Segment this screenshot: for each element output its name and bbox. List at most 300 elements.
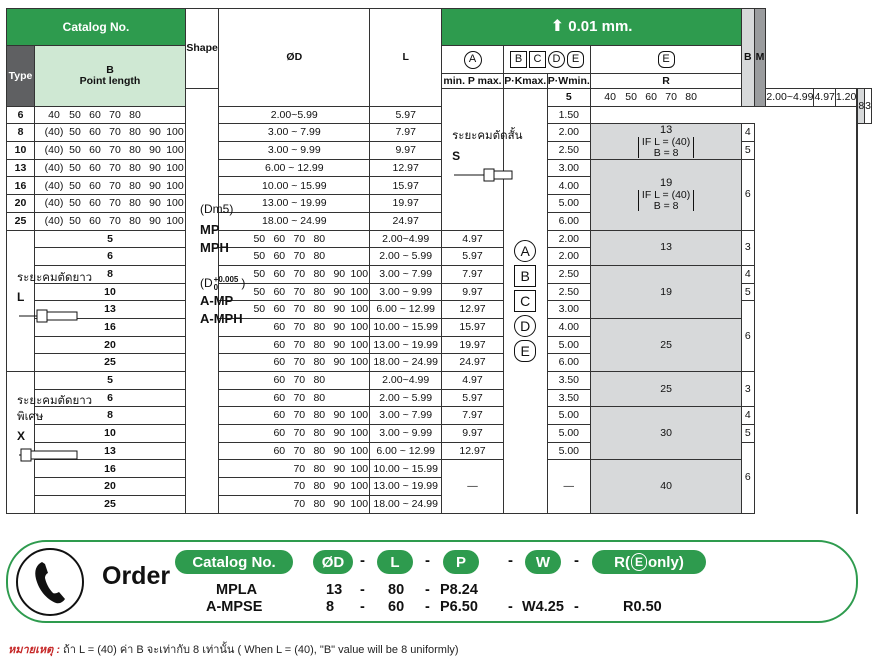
l-cell — [219, 354, 370, 372]
p-kmax-cell: 9.97 — [370, 142, 442, 160]
tool-tip-icon — [17, 309, 81, 323]
l-value: 90 — [149, 197, 161, 210]
ex2-dash3: - — [508, 599, 513, 615]
catalog-table — [6, 8, 872, 514]
l-value: 50 — [69, 144, 81, 157]
p-range-cell: 2.00 ~ 5.99 — [370, 248, 442, 266]
l-value: 80 — [313, 374, 326, 387]
l-value — [227, 340, 249, 351]
table-row — [7, 265, 872, 283]
b-note-eq: B = 8 — [653, 146, 679, 159]
type-mph: MPH — [199, 239, 229, 255]
pill-r-text: R( — [614, 553, 630, 571]
p-wmin-cell: 2.00 — [547, 230, 591, 248]
od-header: ØD — [219, 9, 370, 107]
l-value: 80 — [685, 91, 697, 104]
p-kmax-cell: 4.97 — [814, 89, 835, 107]
l-value: 70 — [293, 338, 306, 351]
l-value: 100 — [166, 161, 184, 174]
l-value — [227, 499, 249, 510]
p-wmin-cell: 5.00 — [547, 425, 591, 443]
p-kmax-cell: 7.97 — [442, 407, 504, 425]
d-round-icon: D — [514, 315, 536, 337]
od-cell: 10 — [34, 283, 185, 301]
l-value: 100 — [350, 338, 369, 351]
m-value-cell: 6 — [742, 159, 754, 230]
p-wmin-cell: 2.00 — [547, 248, 591, 266]
table-row — [7, 372, 872, 390]
b-note-if: IF L = (40) — [641, 189, 691, 202]
l-value: 60 — [273, 356, 286, 369]
p-wmin-cell: 3.00 — [547, 301, 591, 319]
l-cell — [34, 124, 185, 142]
p-kmax-cell: 24.97 — [370, 212, 442, 230]
l-cell — [219, 495, 370, 513]
p-range-cell: 3.00 ~ 9.99 — [370, 283, 442, 301]
l-value: 70 — [293, 250, 306, 263]
l-value: 60 — [645, 91, 657, 104]
l-value: 70 — [293, 356, 306, 369]
od-cell: 8 — [7, 124, 35, 142]
l-value: 100 — [350, 267, 369, 280]
table-row — [7, 230, 872, 248]
table-row — [7, 301, 872, 319]
type-header: Type — [7, 46, 35, 107]
l-value: 60 — [89, 179, 101, 192]
l-value: 70 — [293, 427, 306, 440]
l-value — [249, 446, 269, 457]
od-cell: 8 — [34, 407, 185, 425]
od-cell: 10 — [34, 425, 185, 443]
p-range-cell: 18.00 ~ 24.99 — [370, 354, 442, 372]
l-value: 100 — [350, 444, 369, 457]
l-cell — [34, 106, 185, 124]
point-length-thai: ระยะคมตัดสั้น — [452, 130, 523, 142]
l-value: 60 — [89, 161, 101, 174]
pill-w: W — [525, 550, 561, 574]
l-cell — [219, 478, 370, 496]
l-value: 40 — [604, 91, 616, 104]
p-kmax-cell: 19.97 — [370, 195, 442, 213]
shape-cell — [503, 89, 547, 514]
b-note-eq: B = 8 — [653, 199, 679, 212]
l-value: 80 — [313, 285, 326, 298]
l-value: 80 — [129, 197, 141, 210]
b-square-icon: B — [514, 265, 536, 287]
l-value — [329, 375, 349, 386]
l-value: 70 — [293, 267, 306, 280]
l-value — [249, 410, 269, 421]
od-cell: 5 — [34, 372, 185, 390]
l-value — [227, 393, 249, 404]
l-cell — [219, 372, 370, 390]
col-e-header — [591, 46, 742, 74]
b-value-cell: 8 — [858, 89, 865, 124]
p-range-cell: 18.00 ~ 24.99 — [370, 495, 442, 513]
l-value: 70 — [109, 144, 121, 157]
l-value — [227, 446, 249, 457]
l-value — [227, 428, 249, 439]
l-value: 90 — [333, 285, 346, 298]
b-square-icon: B — [510, 51, 527, 68]
l-value: 60 — [273, 267, 286, 280]
l-cell — [591, 89, 742, 107]
l-value: 80 — [129, 108, 141, 121]
p-wmin-cell: 3.50 — [547, 372, 591, 390]
p-wmin-cell: 5.00 — [547, 336, 591, 354]
l-value: 100 — [350, 480, 369, 493]
p-range-cell: 2.00~5.99 — [219, 106, 370, 124]
r-header: R — [591, 74, 742, 89]
l-value — [269, 464, 289, 475]
l-value: 80 — [313, 338, 326, 351]
p-range-cell: 2.00 ~ 5.99 — [370, 389, 442, 407]
l-value: 70 — [109, 126, 121, 139]
r-range-suffix — [857, 232, 858, 263]
d-close: ) — [241, 276, 246, 291]
l-value — [349, 393, 369, 404]
l-cell — [219, 407, 370, 425]
od-cell: 25 — [34, 354, 185, 372]
p-wmin-header: P·Wmin. — [547, 74, 590, 87]
l-cell — [34, 159, 185, 177]
l-value: 80 — [129, 179, 141, 192]
od-cell: 5 — [547, 89, 591, 107]
p-wmin-cell: 3.50 — [547, 389, 591, 407]
p-kmax-cell: 7.97 — [442, 265, 504, 283]
p-kmax-cell: 9.97 — [442, 425, 504, 443]
l-value: 100 — [350, 356, 369, 369]
dash-1: - — [360, 552, 365, 569]
m-value-cell: 5 — [742, 283, 754, 301]
a-round-icon: A — [514, 240, 536, 262]
od-cell: 25 — [34, 495, 185, 513]
od-cell: 16 — [34, 460, 185, 478]
b-value-cell: 40 — [591, 460, 742, 513]
l-cell — [34, 177, 185, 195]
a-round-icon: A — [464, 51, 482, 69]
l-value: 80 — [129, 161, 141, 174]
l-value: 90 — [149, 144, 161, 157]
l-value: 60 — [273, 338, 286, 351]
m-value-cell: 4 — [742, 124, 754, 142]
l-value: 70 — [293, 409, 306, 422]
l-value: 100 — [350, 497, 369, 510]
l-value: (40) — [44, 126, 64, 139]
b-value-cell — [591, 124, 742, 159]
e-pill-icon: E — [514, 340, 536, 362]
l-cell — [219, 442, 370, 460]
point-length-header — [34, 46, 185, 107]
l-value: 80 — [313, 250, 326, 263]
d-tol — [214, 276, 239, 291]
ex2-dash4: - — [574, 599, 579, 615]
ex2-w: W4.25 — [522, 599, 564, 615]
footnote-text: ถ้า L = (40) ค่า B จะเท่ากับ 8 เท่านั้น ( When L = (40), "B" value will be 8 uniformly) — [60, 644, 459, 656]
l-value — [165, 110, 185, 121]
l-value: 60 — [273, 250, 286, 263]
l-cell — [219, 389, 370, 407]
p-range-cell: 13.00 ~ 19.99 — [370, 336, 442, 354]
tolerance-text: 0.01 mm. — [568, 18, 633, 35]
point-length-cell — [7, 230, 93, 372]
e-pill-icon — [857, 265, 858, 284]
l-value — [329, 251, 349, 262]
l-value: 50 — [253, 250, 266, 263]
phone-icon — [16, 548, 84, 616]
ex2-d: 8 — [326, 599, 335, 615]
l-value: 60 — [273, 285, 286, 298]
ex2-p: P6.50 — [440, 599, 478, 615]
l-value: 70 — [293, 497, 306, 510]
l-value: 80 — [313, 356, 326, 369]
od-cell: 13 — [7, 159, 35, 177]
b-value-cell: 30 — [591, 407, 742, 460]
p-wmin-cell: 3.00 — [547, 159, 591, 177]
l-value: 50 — [69, 108, 81, 121]
l-value — [249, 393, 269, 404]
footnote — [8, 640, 459, 658]
p-kmax-cell: 12.97 — [370, 159, 442, 177]
pill-r-only: only) — [647, 553, 684, 571]
l-value: (40) — [44, 144, 64, 157]
table-row — [7, 124, 872, 142]
l-value — [227, 481, 249, 492]
l-value: 100 — [350, 321, 369, 334]
l-value: 80 — [313, 391, 326, 404]
type-cell — [185, 89, 246, 514]
b-note-if: IF L = (40) — [641, 136, 691, 149]
point-length-code: L — [17, 290, 25, 304]
l-value: 80 — [313, 232, 326, 245]
p-kmax-cell: 24.97 — [442, 354, 504, 372]
b-value-cell: 25 — [591, 318, 742, 371]
dash-cell: — — [547, 460, 591, 513]
l-value: 100 — [166, 197, 184, 210]
l-value: (40) — [44, 161, 64, 174]
p-range-cell: 2.00~4.99 — [370, 372, 442, 390]
table-row — [7, 106, 872, 124]
order-title: Order — [102, 562, 171, 590]
p-kmax-cell: 9.97 — [442, 283, 504, 301]
p-range-cell: 3.00 ~ 7.99 — [370, 407, 442, 425]
p-wmin-cell: 5.00 — [547, 407, 591, 425]
table-row — [7, 142, 872, 160]
l-cell — [34, 195, 185, 213]
min-p-max-header: min. P max. — [443, 74, 502, 87]
p-wmin-cell: 6.00 — [547, 212, 591, 230]
l-value — [269, 499, 289, 510]
l-value: 70 — [109, 214, 121, 227]
l-value: 50 — [69, 161, 81, 174]
order-box — [6, 540, 858, 623]
l-value: 70 — [293, 462, 306, 475]
dash-2: - — [425, 552, 430, 569]
point-length-thai: ระยะคมตัดยาว — [17, 395, 93, 407]
l-value: 90 — [333, 497, 346, 510]
l-value: 60 — [273, 427, 286, 440]
dash-4: - — [574, 552, 579, 569]
l-value: 90 — [149, 214, 161, 227]
l-value: 70 — [293, 321, 306, 334]
b-col-header: B — [742, 9, 754, 107]
l-value: 80 — [129, 126, 141, 139]
l-value: 100 — [350, 303, 369, 316]
p-kmax-cell: 4.97 — [442, 230, 504, 248]
point-length-code: X — [17, 429, 26, 443]
p-kmax-header: P·Kmax. — [504, 74, 547, 87]
m-value-cell: 4 — [742, 407, 754, 425]
pill-r — [592, 550, 706, 574]
l-value: 90 — [333, 356, 346, 369]
table-row — [7, 283, 872, 301]
point-length-cell — [442, 89, 523, 231]
l-value: 60 — [89, 126, 101, 139]
l-value: 90 — [333, 480, 346, 493]
l-value — [329, 393, 349, 404]
l-value: 80 — [129, 144, 141, 157]
p-kmax-cell: 5.97 — [442, 389, 504, 407]
p-range-cell: 3.00 ~ 9.99 — [219, 142, 370, 160]
col-a-header — [442, 46, 504, 74]
m-value-cell: 5 — [742, 142, 754, 160]
od-cell: 13 — [34, 301, 185, 319]
point-length-thai-2: พิเศษ — [17, 410, 44, 423]
d-round-icon: D — [548, 51, 565, 68]
p-range-cell: 10.00 ~ 15.99 — [370, 318, 442, 336]
point-length-cell — [7, 372, 93, 514]
p-kmax-cell: 15.97 — [442, 318, 504, 336]
l-value: 90 — [333, 462, 346, 475]
m-value-cell: 3 — [742, 372, 754, 407]
p-range-cell: 6.00 ~ 12.99 — [370, 301, 442, 319]
l-value: 100 — [166, 214, 184, 227]
p-range-cell: 13.00 ~ 19.99 — [370, 478, 442, 496]
l-value — [249, 375, 269, 386]
d-tol-upper: +0.005 — [213, 274, 239, 284]
od-cell: 6 — [7, 106, 35, 124]
l-value: 90 — [333, 427, 346, 440]
r-range-cell — [857, 89, 858, 514]
l-value: 50 — [253, 285, 266, 298]
b-value-cell: 25 — [591, 372, 742, 407]
p-wmin-cell: 4.00 — [547, 318, 591, 336]
l-value — [249, 340, 269, 351]
p-wmin-cell: 4.00 — [547, 177, 591, 195]
b-note — [638, 137, 694, 158]
ex1-p: P8.24 — [440, 582, 478, 598]
od-cell: 10 — [7, 142, 35, 160]
l-value — [721, 92, 741, 103]
p-wmin-cell: 1.20 — [835, 89, 856, 107]
ex1-l: 80 — [388, 582, 405, 598]
p-range-cell: 13.00 ~ 19.99 — [219, 195, 370, 213]
l-value: 60 — [89, 197, 101, 210]
point-length-text: Point length — [79, 74, 141, 87]
b-letter: B — [106, 64, 114, 77]
l-value — [249, 322, 269, 333]
pill-catalog-no: Catalog No. — [175, 550, 293, 574]
l-value: 60 — [273, 321, 286, 334]
l-value — [249, 481, 269, 492]
l-value: 90 — [149, 179, 161, 192]
b-value-cell — [591, 159, 742, 230]
od-cell: 6 — [34, 248, 185, 266]
c-square-icon: C — [514, 290, 536, 312]
l-value: 70 — [109, 161, 121, 174]
l-value — [227, 464, 249, 475]
l-value: 100 — [350, 285, 369, 298]
l-value: 60 — [273, 391, 286, 404]
p-wmin-cell: 6.00 — [547, 354, 591, 372]
p-range-cell: 2.00~4.99 — [370, 230, 442, 248]
ex2-dash1: - — [360, 599, 365, 615]
pill-l: L — [377, 550, 413, 574]
p-kmax-cell: 12.97 — [442, 442, 504, 460]
l-value — [269, 481, 289, 492]
b-value-cell: 13 — [591, 230, 742, 265]
l-value: 90 — [333, 338, 346, 351]
l-value — [249, 499, 269, 510]
l-value: 60 — [273, 374, 286, 387]
l-value: 50 — [625, 91, 637, 104]
e-pill-icon: E — [658, 51, 675, 68]
l-value: 50 — [253, 267, 266, 280]
p-kmax-cell: 12.97 — [442, 301, 504, 319]
l-value: 70 — [293, 480, 306, 493]
l-value: 50 — [69, 126, 81, 139]
l-value: 70 — [293, 285, 306, 298]
m-value-cell: 3 — [865, 89, 872, 124]
c-square-icon: C — [529, 51, 546, 68]
l-value — [349, 375, 369, 386]
shape-header: Shape — [185, 9, 218, 89]
type-mp: MP — [199, 221, 220, 237]
l-value: 80 — [313, 480, 326, 493]
p-wmin-cell: 5.00 — [547, 195, 591, 213]
p-range-cell: 10.00 ~ 15.99 — [370, 460, 442, 478]
l-value: 100 — [166, 126, 184, 139]
p-wmin-cell: 2.00 — [547, 124, 591, 142]
l-value: 80 — [313, 497, 326, 510]
type-amp: A-MP — [199, 292, 234, 308]
b-value: 13 — [659, 124, 673, 137]
p-range-cell: 18.00 ~ 24.99 — [219, 212, 370, 230]
l-value: 50 — [69, 197, 81, 210]
p-wmin-cell: 2.50 — [547, 283, 591, 301]
m-value-cell: 4 — [742, 265, 754, 283]
p-kmax-cell: 19.97 — [442, 336, 504, 354]
l-value: 70 — [293, 391, 306, 404]
m-value-cell: 6 — [742, 442, 754, 513]
l-value: 90 — [149, 161, 161, 174]
p-range-cell: 10.00 ~ 15.99 — [219, 177, 370, 195]
ex1-dash1: - — [360, 582, 365, 598]
r-range-label — [857, 286, 858, 370]
od-cell: 5 — [34, 230, 185, 248]
col-bcde-header — [503, 46, 590, 74]
up-arrow-icon: ⬆ — [550, 18, 565, 35]
p-kmax-cell: 5.97 — [442, 248, 504, 266]
l-value: 80 — [313, 303, 326, 316]
l-value: 70 — [109, 197, 121, 210]
l-value — [249, 464, 269, 475]
l-cell — [219, 425, 370, 443]
l-value: 80 — [129, 214, 141, 227]
point-length-code: S — [452, 148, 461, 163]
l-value: 70 — [293, 303, 306, 316]
ex2-r: R0.50 — [623, 599, 662, 615]
